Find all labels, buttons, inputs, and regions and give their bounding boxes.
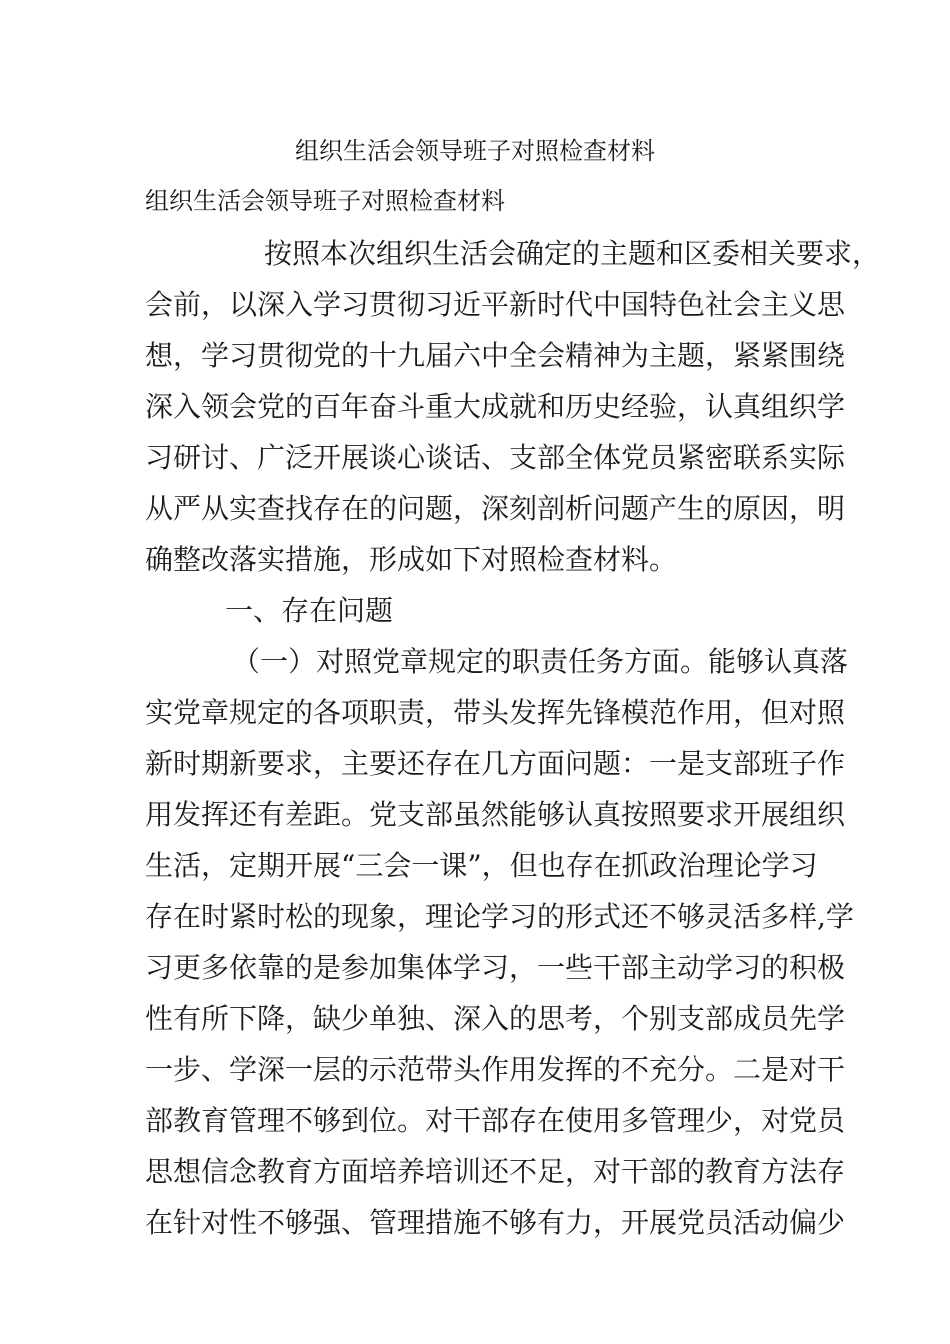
- paragraph-line: 生活，定期开展“三会一课”，但也存在抓政治理论学习: [145, 849, 818, 882]
- paragraph-line: 新时期新要求，主要还存在几方面问题：一是支部班子作: [145, 747, 846, 780]
- paragraph-line: 按照本次组织生活会确定的主题和区委相关要求，: [264, 237, 881, 270]
- paragraph-line: 在针对性不够强、管理措施不够有力，开展党员活动偏少: [145, 1206, 846, 1239]
- paragraph-line: 习研讨、广泛开展谈心谈话、支部全体党员紧密联系实际: [145, 441, 846, 474]
- paragraph-line: 从严从实查找存在的问题，深刻剖析问题产生的原因，明: [145, 492, 846, 525]
- paragraph-line: 想，学习贯彻党的十九届六中全会精神为主题，紧紧围绕: [145, 339, 846, 372]
- paragraph-line: 实党章规定的各项职责，带头发挥先锋模范作用，但对照: [145, 696, 846, 729]
- section-heading: 一、存在问题: [225, 594, 394, 627]
- paragraph-line: 部教育管理不够到位。对干部存在使用多管理少，对党员: [145, 1104, 846, 1137]
- paragraph-line: 存在时紧时松的现象，理论学习的形式还不够灵活多样,学: [145, 900, 854, 933]
- paragraph-line: 习更多依靠的是参加集体学习，一些干部主动学习的积极: [145, 951, 846, 984]
- paragraph-line: 性有所下降，缺少单独、深入的思考，个别支部成员先学: [145, 1002, 846, 1035]
- paragraph-line: 会前，以深入学习贯彻习近平新时代中国特色社会主义思: [145, 288, 846, 321]
- paragraph-line: 一步、学深一层的示范带头作用发挥的不充分。二是对干: [145, 1053, 846, 1086]
- paragraph-line: 确整改落实措施，形成如下对照检查材料。: [145, 543, 678, 576]
- paragraph-line: 深入领会党的百年奋斗重大成就和历史经验，认真组织学: [145, 390, 846, 423]
- document-title: 组织生活会领导班子对照检查材料: [295, 137, 655, 165]
- paragraph-line: 用发挥还有差距。党支部虽然能够认真按照要求开展组织: [145, 798, 846, 831]
- document-subtitle: 组织生活会领导班子对照检查材料: [145, 187, 505, 215]
- paragraph-line: （一）对照党章规定的职责任务方面。能够认真落: [232, 645, 849, 678]
- paragraph-line: 思想信念教育方面培养培训还不足，对干部的教育方法存: [145, 1155, 846, 1188]
